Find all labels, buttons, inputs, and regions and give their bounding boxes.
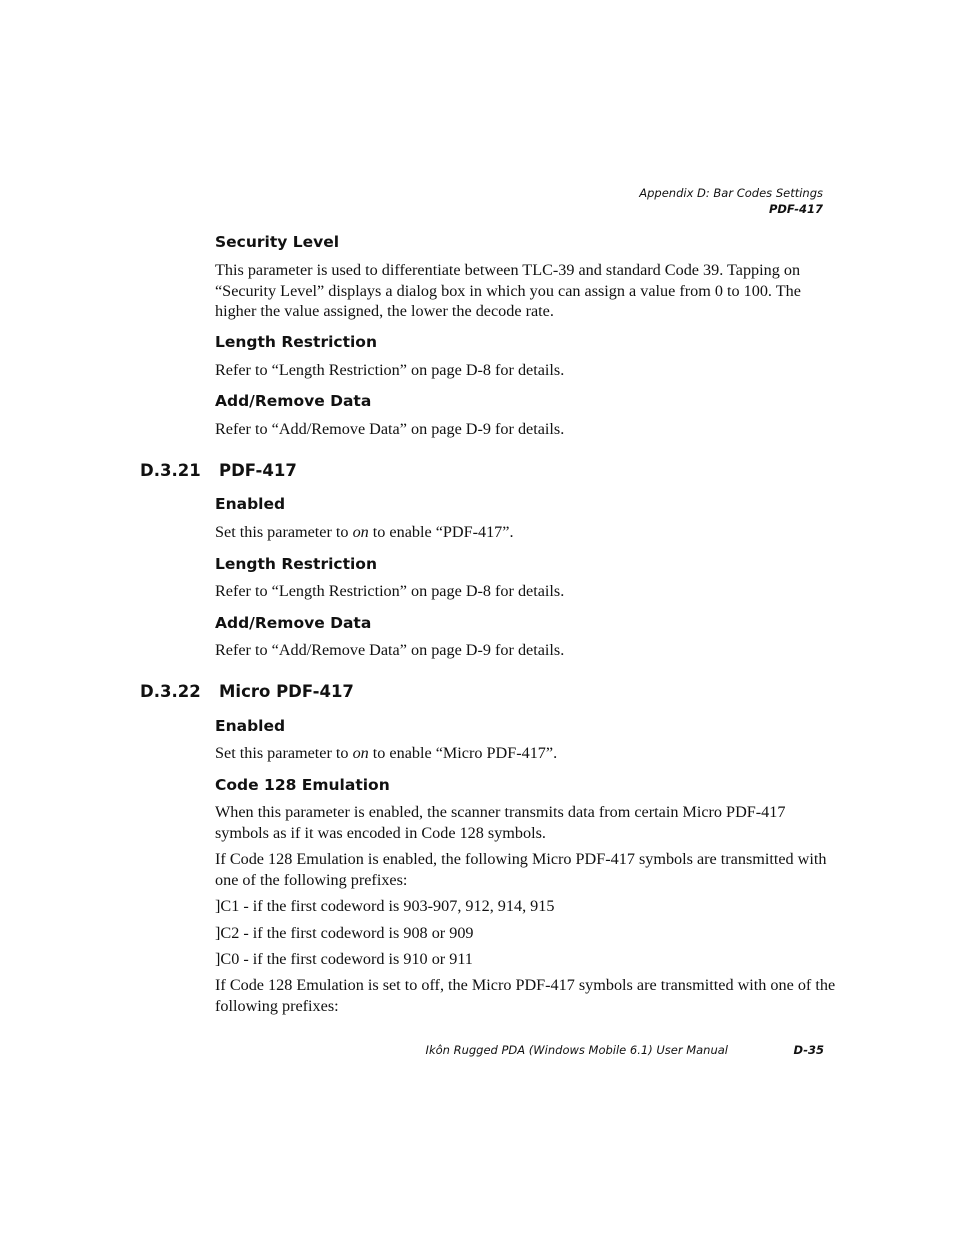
subheading-length-restriction: Length Restriction [215, 333, 377, 351]
paragraph-length-restriction: Refer to “Length Restriction” on page D-8 for details. [215, 582, 565, 600]
text-run: to enable “PDF-417”. [368, 523, 514, 541]
paragraph-security-level: This parameter is used to differentiate between TLC-39 and standard Code 39. Tapping on “Security Level” displays a dialog box in which you can assign a value from 0 to 100. The higher the value assigned, the lower the decode rate. [215, 261, 801, 320]
paragraph-enabled [215, 743, 835, 764]
prefix-line-c1: ]C1 - if the first codeword is 903-907, 912, 914, 915 [215, 897, 555, 915]
subheading-add-remove-data: Add/Remove Data [215, 614, 372, 632]
section-heading-pdf417 [140, 461, 297, 480]
section-number: D.3.22 [140, 682, 201, 701]
manual-title: Ikôn Rugged PDA (Windows Mobile 6.1) User Manual [425, 1043, 728, 1057]
section-number: D.3.21 [140, 461, 201, 480]
subheading-add-remove-data: Add/Remove Data [215, 392, 372, 410]
paragraph-code128-description: When this parameter is enabled, the scanner transmits data from certain Micro PDF-417 symbols as if it was encoded in Code 128 symbols. [215, 803, 786, 842]
subheading-enabled: Enabled [215, 495, 286, 513]
prefix-line-c2: ]C2 - if the first codeword is 908 or 909 [215, 924, 474, 942]
paragraph-length-restriction: Refer to “Length Restriction” on page D-8 for details. [215, 361, 565, 379]
subheading-length-restriction: Length Restriction [215, 555, 377, 573]
page-number: D-35 [793, 1043, 824, 1057]
text-run: Set this parameter to [215, 744, 353, 762]
subheading-enabled: Enabled [215, 717, 286, 735]
emphasis: on [352, 523, 369, 541]
emphasis: on [352, 744, 369, 762]
section-heading-text: Micro PDF-417 [219, 682, 354, 701]
subheading-code128-emulation: Code 128 Emulation [215, 776, 390, 794]
paragraph-enabled [215, 522, 835, 543]
section-title: PDF-417 [768, 202, 823, 216]
paragraph-add-remove-data: Refer to “Add/Remove Data” on page D-9 for details. [215, 641, 565, 659]
text-run: to enable “Micro PDF-417”. [368, 744, 558, 762]
text-run: Set this parameter to [215, 523, 353, 541]
section-heading-text: PDF-417 [219, 461, 297, 480]
section-heading-micro-pdf417 [140, 682, 354, 701]
running-header [639, 185, 823, 217]
chapter-title: Appendix D: Bar Codes Settings [639, 186, 823, 200]
paragraph-code128-enabled: If Code 128 Emulation is enabled, the following Micro PDF-417 symbols are transmitted with one of the following prefixes: [215, 850, 827, 889]
paragraph-code128-off: If Code 128 Emulation is set to off, the Micro PDF-417 symbols are transmitted with one of the following prefixes: [215, 976, 836, 1015]
subheading-security-level: Security Level [215, 233, 340, 251]
prefix-line-c0: ]C0 - if the first codeword is 910 or 911 [215, 950, 473, 968]
paragraph-add-remove-data: Refer to “Add/Remove Data” on page D-9 for details. [215, 420, 565, 438]
